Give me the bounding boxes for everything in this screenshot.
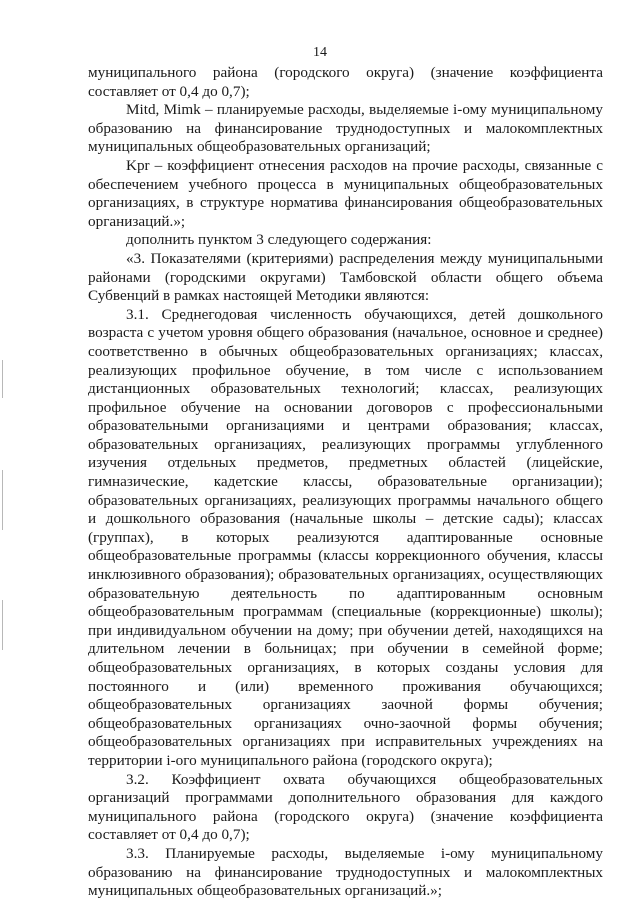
paragraph-mitd-definition: Mitd, Mimk – планируемые расходы, выделяемые i-ому муниципальному образованию на финансирование труднодоступных и малокомплектных муниципальных общеобразовательных организаций; (88, 101, 603, 156)
page-number: 14 (313, 45, 327, 60)
paragraph-point-3: «3. Показателями (критериями) распределения между муниципальными районами (городскими округами) Тамбовской области общего объема Субвенций в рамках настоящей Методики являются: (88, 249, 603, 305)
document-body (88, 64, 603, 901)
paragraph-kpr-definition: Kpr – коэффициент отнесения расходов на прочие расходы, связанные с обеспечением учебного процесса в муниципальных общеобразовательных организациях, в структуре норматива финансирования общеобразовательных организаций.»; (88, 156, 603, 230)
paragraph-point-3-2: 3.2. Коэффициент охвата обучающихся общеобразовательных организаций программами дополнительного образования для каждого муниципального района (городского округа) (значение коэффициента составляет от 0,4 до 0,7); (88, 770, 603, 844)
margin-scan-mark (2, 600, 3, 650)
margin-scan-mark (2, 470, 3, 530)
paragraph-point-3-3: 3.3. Планируемые расходы, выделяемые i-ому муниципальному образованию на финансирование труднодоступных и малокомплектных муниципальных общеобразовательных организаций.»; (88, 844, 603, 900)
paragraph-continuation: муниципального района (городского округа) (значение коэффициента составляет от 0,4 до 0,7); (88, 64, 603, 100)
paragraph-point-3-1: 3.1. Среднегодовая численность обучающихся, детей дошкольного возраста с учетом уровня общего образования (начальное, основное и среднее) соответственно в обычных общеобразовательных организациях; классах, реализующих профильное обучение, в том числе с использованием дистанционных образовательных технологий; классах, реализующих профильное обучение на основании договоров с профессиональными образовательными организациями и центрами образования; классах, образовательных организациях, реализующих программы углубленного изучения отдельных предметов, предметных областей (лицейские, гимназические, кадетские классы, образовательные организации); образовательных организациях, реализующих программы начального общего и дошкольного образования (начальные школы – детские сады); классах (группах), в которых реализуются адаптированные основные общеобразовательные программы (классы коррекционного обучения, классы инклюзивного образования); образовательных организациях, осуществляющих образовательную деятельность по адаптированным основным общеобразовательным программам (специальные (коррекционные) школы); при индивидуальном обучении на дому; при обучении детей, находящихся на длительном лечении в больницах; при обучении в семейной форме; общеобразовательных организациях, в которых созданы условия для постоянного и (или) временного проживания обучающихся; общеобразовательных организациях заочной формы обучения; общеобразовательных организациях очно-заочной формы обучения; общеобразовательных организациях при исправительных учреждениях на территории i-ого муниципального района (городского округа); (88, 305, 603, 769)
paragraph-add-point-3: дополнить пунктом 3 следующего содержания: (126, 231, 432, 249)
margin-scan-mark (2, 360, 3, 398)
